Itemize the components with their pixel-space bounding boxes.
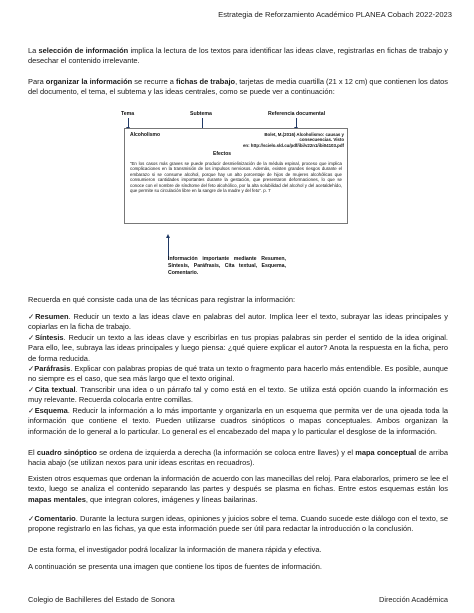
intro-paragraph-1 [28,46,448,67]
technique-cita [28,385,448,406]
technique-desc: . Explicar con palabras propias de qué trata un texto o fragmento para hacerlo más entendible. Es posible, aunque no siempre es el caso, que sea más largo que el texto original. [28,364,448,384]
card-reference [242,132,344,148]
technique-resumen [28,312,448,333]
text: , tarjetas de media cuartilla (21 x 12 cm) que contienen los datos del documento, el tema, el subtema y las ideas centrales, como se puede ver a continuación: [28,77,449,97]
card-topic: Alcoholismo [130,132,161,138]
technique-title: Cita textual [34,385,76,394]
checkmark-icon: ✓ [28,364,35,373]
label-tema: Tema [121,111,135,117]
technique-parafrasis [28,364,448,385]
bottom-label: Información importante mediante Resumen, Síntesis, Paráfrasis, Cita textual, Esquema, Comentario. [168,256,286,276]
footer-left: Colegio de Bachilleres del Estado de Sonora [28,595,175,604]
technique-title: Esquema [34,406,68,415]
forma-line: De esta forma, el investigador podrá localizar la información de manera rápida y efectiva. [28,545,322,554]
card-quote: “En los casos más graves se puede producir desmielinización de la médula espinal, proceso que implica complicaciones en la transmisión de los impulsos nerviosos. Además, existen grandes riesgos durante el embarazo si se consume alcohol, porque hay un alto porcentaje de hijos de mujeres alcohólicas que consumieron cantidades importantes durante la gestación, que presentaron deformaciones, lo que se conoce con el nombre de síndrome del feto alcohólico, por la alta solubilidad del alcohol y del acetaldehído, que permite su circulación libre en la sangre de la madre y del feto”. p. 7 [130,161,342,194]
technique-desc: . Durante la lectura surgen ideas, opiniones y juicios sobre el tema. Cuando sucede este diálogo con el texto, se propone registrarlo en las fichas, ya que esta información puede ser útil para redactar la introducción o la conclusión. [28,514,448,534]
footer-right: Dirección Académica [378,595,448,604]
page-header: Estrategia de Reforzamiento Académico PLANEA Cobach 2022-2023 [218,10,452,19]
otros-paragraph [28,474,448,505]
recuerda-line: Recuerda en qué consiste cada una de las técnicas para registrar la información: [28,295,296,304]
technique-title: Paráfrasis [34,364,71,373]
intro-paragraph-2 [28,77,448,98]
technique-esquema [28,406,448,437]
card-subtopic: Efectos [213,151,232,157]
bold-term: fichas de trabajo [175,77,236,86]
bold-term: organizar la información [45,77,133,86]
technique-desc: . Reducir la información a lo más importante y organizarla en un esquema que permita ver de una ojeada toda la información que contiene el texto. Pueden utilizarse cuadros sinópticos o mapas conceptuales. Ambos organizan la información de lo general a lo particular. Lo general es el encabezado del mapa y lo particular el desglose de la información. [28,406,448,436]
checkmark-icon: ✓ [28,333,36,342]
cuadro-paragraph [28,448,448,469]
technique-comentario [28,514,448,535]
label-subtema: Subtema [190,111,212,117]
technique-title: Síntesis [35,333,64,342]
text: , que integran colores, imágenes y líneas bailarinas. [85,494,258,504]
checkmark-icon: ✓ [28,385,35,394]
technique-desc: . Reducir un texto a las ideas clave y escribirlas en tus propias palabras sin perder el sentido de la idea original. Para ello, lee, subraya las ideas principales y luego piensa: ¿qué quiere explicar el autor? Anota la respuesta en la ficha, pero de forma reducida. [28,333,448,363]
checkmark-icon: ✓ [28,312,36,321]
checkmark-icon: ✓ [28,406,35,415]
bold-term: selección de información [38,46,129,55]
technique-desc: . Transcribir una idea o un párrafo tal y como está en el texto. Se utiliza está opción cuando la información es muy relevante. Recuerda colocarla entre comillas. [28,385,448,405]
bold-term: cuadro sinóptico [36,448,97,457]
work-card-figure [112,108,364,283]
text: Para [28,77,46,86]
card-reference-line-1: Bolet, M.(2016) Alcoholismo: causas y consecuencias. Visto [264,132,344,143]
label-referencia: Referencia documental [268,111,326,117]
card-reference-line-2: en: http://scielo.sld.cu/pdf/ibi/v22n1/ibi04103.pdf [242,142,344,148]
checkmark-icon: ✓ [28,514,35,523]
text: implica la lectura de los textos para identificar las ideas clave, registrarlas en fichas de trabajo y desechar el contenido irrelevante. [28,46,448,66]
bold-term: mapa conceptual [355,448,417,457]
technique-title: Resumen [35,312,69,321]
text: El [28,448,37,457]
text: de arriba hacia abajo (se utilizan nexos para unir ideas escritas en recuadros). [28,448,449,468]
technique-desc: . Reducir un texto a las ideas clave en palabras del autor. Implica leer el texto, subrayar las ideas principales y copiarlas en la ficha de trabajo. [28,312,448,332]
text: se recurre a [132,77,176,86]
continuacion-line: A continuación se presenta una imagen que contiene los tipos de fuentes de información. [28,562,322,571]
work-card [124,128,348,224]
text: se ordena de izquierda a derecha (la información se coloca entre llaves) y el [96,448,356,457]
technique-sintesis [28,333,448,364]
arrowhead-up-icon [166,234,170,238]
text: La [28,46,39,55]
technique-title: Comentario [34,514,76,523]
bold-term: mapas mentales [28,494,86,504]
text: Existen otros esquemas que ordenan la información de acuerdo con las manecillas del reloj. Para elaborarlos, primero se lee el texto, luego se analiza el contenido separando las partes y después se plasma en fichas. Entre estos esquemas están los [28,474,448,494]
